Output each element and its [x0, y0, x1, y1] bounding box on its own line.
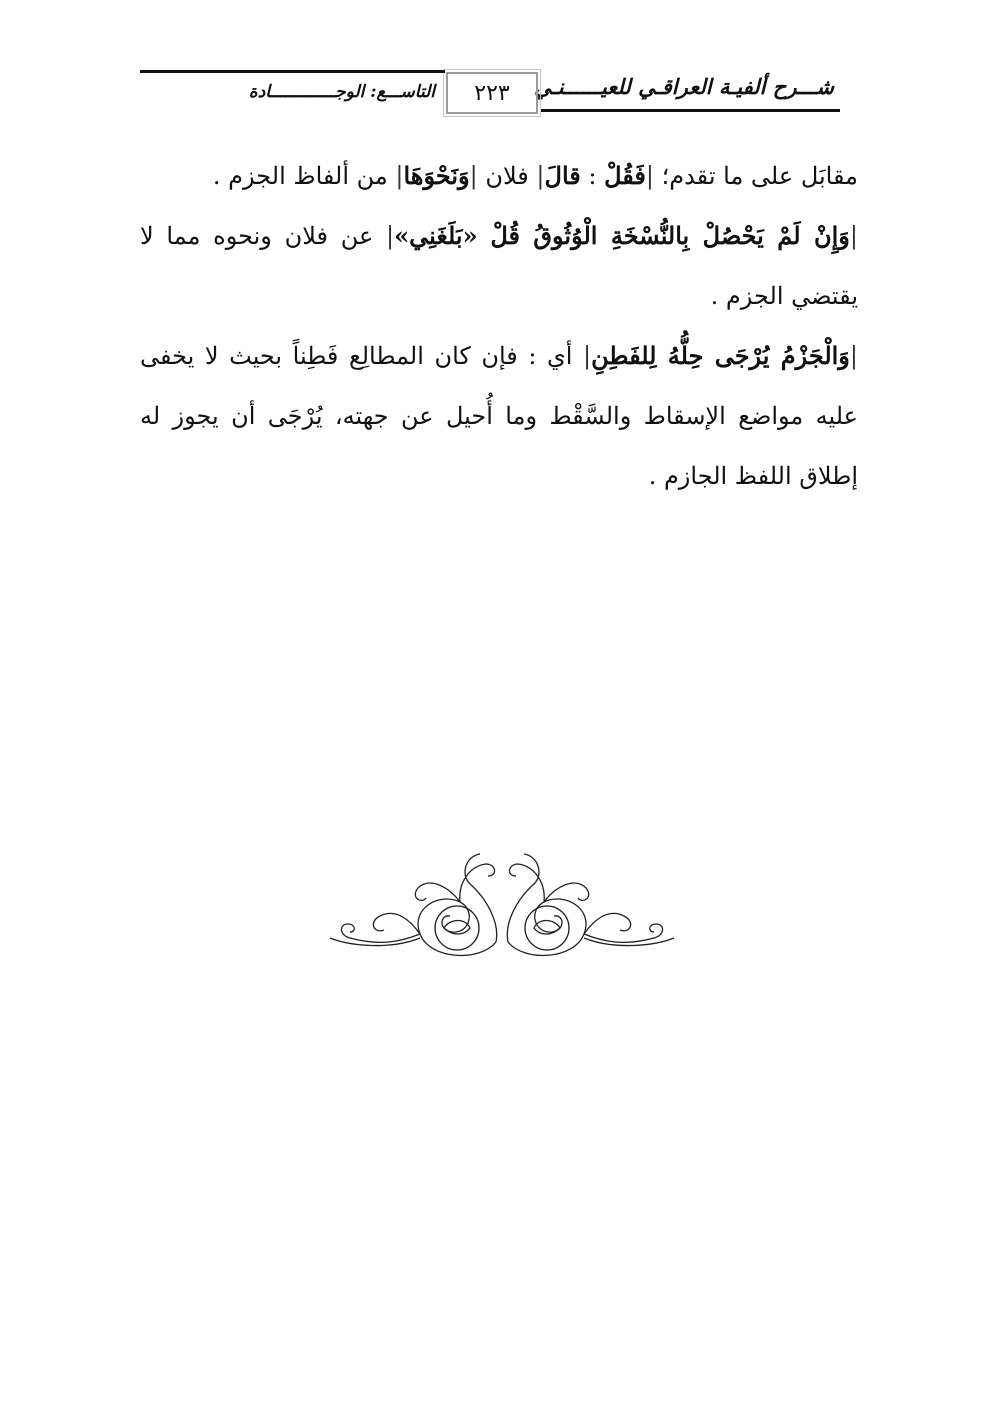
- bracket-mark: |: [395, 162, 404, 190]
- text-run: :: [580, 162, 605, 190]
- bracket-mark: |: [849, 342, 858, 370]
- text-run: عن فلان ونحوه مما لا يقتضي الجزم .: [140, 222, 858, 310]
- bracket-mark: |: [536, 162, 545, 190]
- section-title-block: [140, 68, 445, 114]
- section-title: التاســـع: الوجـــــــــــــادة: [248, 82, 435, 102]
- quoted-verse: «بَلَغَنِي»: [394, 221, 478, 250]
- paragraph: [140, 146, 858, 206]
- page-header: [140, 68, 840, 116]
- header-rule: [540, 109, 840, 112]
- floral-divider-icon: [310, 842, 694, 972]
- bracket-mark: |: [849, 222, 858, 250]
- text-run: أي : فإن كان المطالِع فَطِناً بحيث لا يخفى عليه مواضع الإسقاط والسَّقْط وما أُحيل عن جهته، يُرْجَى أن يجوز له إطلاق اللفظ الجازم .: [140, 342, 858, 490]
- quoted-verse: وَإِنْ لَمْ يَحْصُلْ بِالنُّسْخَةِ الْوُثُوقُ قُلْ: [490, 221, 850, 250]
- ornament-left-half: [330, 854, 497, 955]
- main-text: [140, 146, 858, 506]
- bracket-mark: |: [645, 162, 654, 190]
- quoted-verse: فَقُلْ: [604, 161, 646, 190]
- quoted-verse: قالَ: [544, 161, 581, 190]
- page-number: ٢٢٣: [446, 72, 538, 114]
- header-rule: [140, 70, 445, 73]
- bracket-mark: |: [583, 342, 592, 370]
- text-run: فلان: [477, 162, 537, 190]
- ornament-right-half: [507, 854, 674, 955]
- paragraph: [140, 326, 858, 506]
- quoted-verse: وَالْجَزْمُ يُرْجَى حِلُّهُ لِلفَطِنِ: [591, 341, 850, 370]
- quoted-verse: وَنَحْوَهَا: [403, 161, 470, 190]
- bracket-mark: |: [386, 222, 395, 250]
- book-title-block: [534, 68, 840, 114]
- bracket-mark: |: [469, 162, 478, 190]
- text-run: مقابَل على ما تقدم؛: [653, 162, 858, 190]
- book-title: شـــرح ألفيـة العراقـي للعيــــــنـي: [534, 74, 834, 99]
- text-run: من ألفاظ الجزم .: [212, 162, 396, 190]
- paragraph: [140, 206, 858, 326]
